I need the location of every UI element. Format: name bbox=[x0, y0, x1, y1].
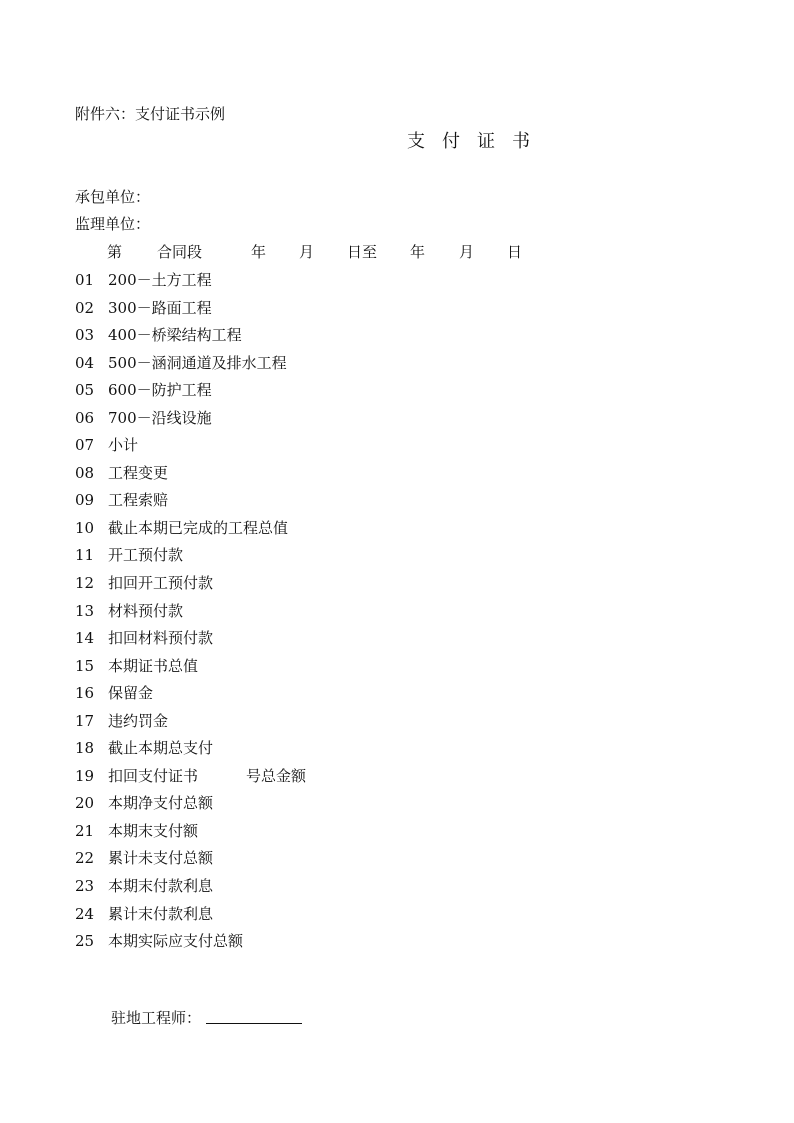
item-number: 02 bbox=[75, 298, 95, 317]
period-day-to: 日至 bbox=[347, 243, 378, 261]
item-number: 07 bbox=[75, 436, 95, 455]
item-number: 18 bbox=[75, 739, 95, 758]
list-item bbox=[75, 298, 306, 326]
item-label: 700－沿线设施 bbox=[108, 408, 212, 427]
list-item bbox=[75, 545, 306, 573]
item-number: 04 bbox=[75, 353, 95, 372]
item-number: 15 bbox=[75, 656, 95, 675]
item-label: 400－桥梁结构工程 bbox=[108, 326, 242, 345]
item-label: 500－涵洞通道及排水工程 bbox=[108, 353, 287, 372]
item-label: 扣回开工预付款 bbox=[108, 574, 214, 593]
item-number: 09 bbox=[75, 491, 95, 510]
item-number: 17 bbox=[75, 711, 95, 730]
item-number: 12 bbox=[75, 574, 95, 593]
item-label: 小计 bbox=[108, 436, 139, 455]
list-item bbox=[75, 628, 306, 656]
item-label: 本期净支付总额 bbox=[108, 794, 214, 813]
list-item bbox=[75, 601, 306, 629]
list-item bbox=[75, 821, 306, 849]
list-item bbox=[75, 848, 306, 876]
signature-line bbox=[206, 1023, 302, 1024]
item-number: 16 bbox=[75, 684, 95, 703]
period-year-start: 年 bbox=[251, 243, 267, 261]
item-label-suffix: 号总金额 bbox=[246, 766, 307, 785]
item-number: 11 bbox=[75, 546, 95, 565]
item-number: 14 bbox=[75, 629, 95, 648]
item-number: 22 bbox=[75, 849, 95, 868]
item-number: 24 bbox=[75, 904, 95, 923]
item-label: 本期实际应支付总额 bbox=[108, 932, 244, 951]
item-label: 工程索赔 bbox=[108, 491, 169, 510]
item-number: 19 bbox=[75, 766, 95, 785]
period-month-end: 月 bbox=[459, 243, 475, 261]
list-item bbox=[75, 270, 306, 298]
item-label: 扣回材料预付款 bbox=[108, 629, 214, 648]
list-item bbox=[75, 656, 306, 684]
list-item bbox=[75, 738, 306, 766]
item-label: 截止本期总支付 bbox=[108, 739, 214, 758]
item-label: 截止本期已完成的工程总值 bbox=[108, 518, 289, 537]
item-label: 累计末付款利息 bbox=[108, 904, 214, 923]
item-number: 01 bbox=[75, 271, 95, 289]
period-section: 合同段 bbox=[157, 243, 203, 261]
list-item bbox=[75, 408, 306, 436]
item-label: 200－土方工程 bbox=[108, 271, 212, 289]
list-item bbox=[75, 573, 306, 601]
list-item bbox=[75, 380, 306, 408]
list-item bbox=[75, 793, 306, 821]
list-item bbox=[75, 683, 306, 711]
period-di: 第 bbox=[107, 243, 123, 261]
item-number: 23 bbox=[75, 877, 95, 896]
list-item bbox=[75, 766, 306, 794]
resident-engineer-label: 驻地工程师： bbox=[111, 1009, 202, 1027]
payment-items-list bbox=[75, 270, 306, 959]
list-item bbox=[75, 435, 306, 463]
attachment-label: 附件六：支付证书示例 bbox=[75, 105, 226, 123]
item-number: 25 bbox=[75, 932, 95, 951]
item-label: 材料预付款 bbox=[108, 601, 184, 620]
item-label: 累计未支付总额 bbox=[108, 849, 214, 868]
item-number: 06 bbox=[75, 408, 95, 427]
list-item bbox=[75, 490, 306, 518]
blank-certificate-number bbox=[198, 766, 246, 794]
item-number: 03 bbox=[75, 326, 95, 345]
item-number: 13 bbox=[75, 601, 95, 620]
period-month-start: 月 bbox=[299, 243, 315, 261]
item-label: 工程变更 bbox=[108, 463, 169, 482]
item-number: 08 bbox=[75, 463, 95, 482]
list-item bbox=[75, 353, 306, 381]
period-year-end: 年 bbox=[410, 243, 426, 261]
list-item bbox=[75, 876, 306, 904]
item-label: 本期末支付额 bbox=[108, 821, 199, 840]
contractor-field-label: 承包单位： bbox=[75, 188, 151, 206]
list-item bbox=[75, 931, 306, 959]
item-label: 开工预付款 bbox=[108, 546, 184, 565]
item-label: 保留金 bbox=[108, 684, 154, 703]
list-item bbox=[75, 325, 306, 353]
item-label: 本期证书总值 bbox=[108, 656, 199, 675]
supervisor-field-label: 监理单位： bbox=[75, 215, 151, 233]
item-label: 600－防护工程 bbox=[108, 381, 212, 400]
item-label: 本期末付款利息 bbox=[108, 877, 214, 896]
item-label: 违约罚金 bbox=[108, 711, 169, 730]
item-number: 21 bbox=[75, 821, 95, 840]
list-item bbox=[75, 904, 306, 932]
item-number: 10 bbox=[75, 518, 95, 537]
item-label: 扣回支付证书 bbox=[108, 766, 199, 785]
list-item bbox=[75, 518, 306, 546]
item-label: 300－路面工程 bbox=[108, 298, 212, 317]
list-item bbox=[75, 711, 306, 739]
item-number: 20 bbox=[75, 794, 95, 813]
list-item bbox=[75, 463, 306, 491]
item-number: 05 bbox=[75, 381, 95, 400]
period-day-end: 日 bbox=[507, 243, 523, 261]
page-title: 支付证书 bbox=[407, 131, 547, 152]
